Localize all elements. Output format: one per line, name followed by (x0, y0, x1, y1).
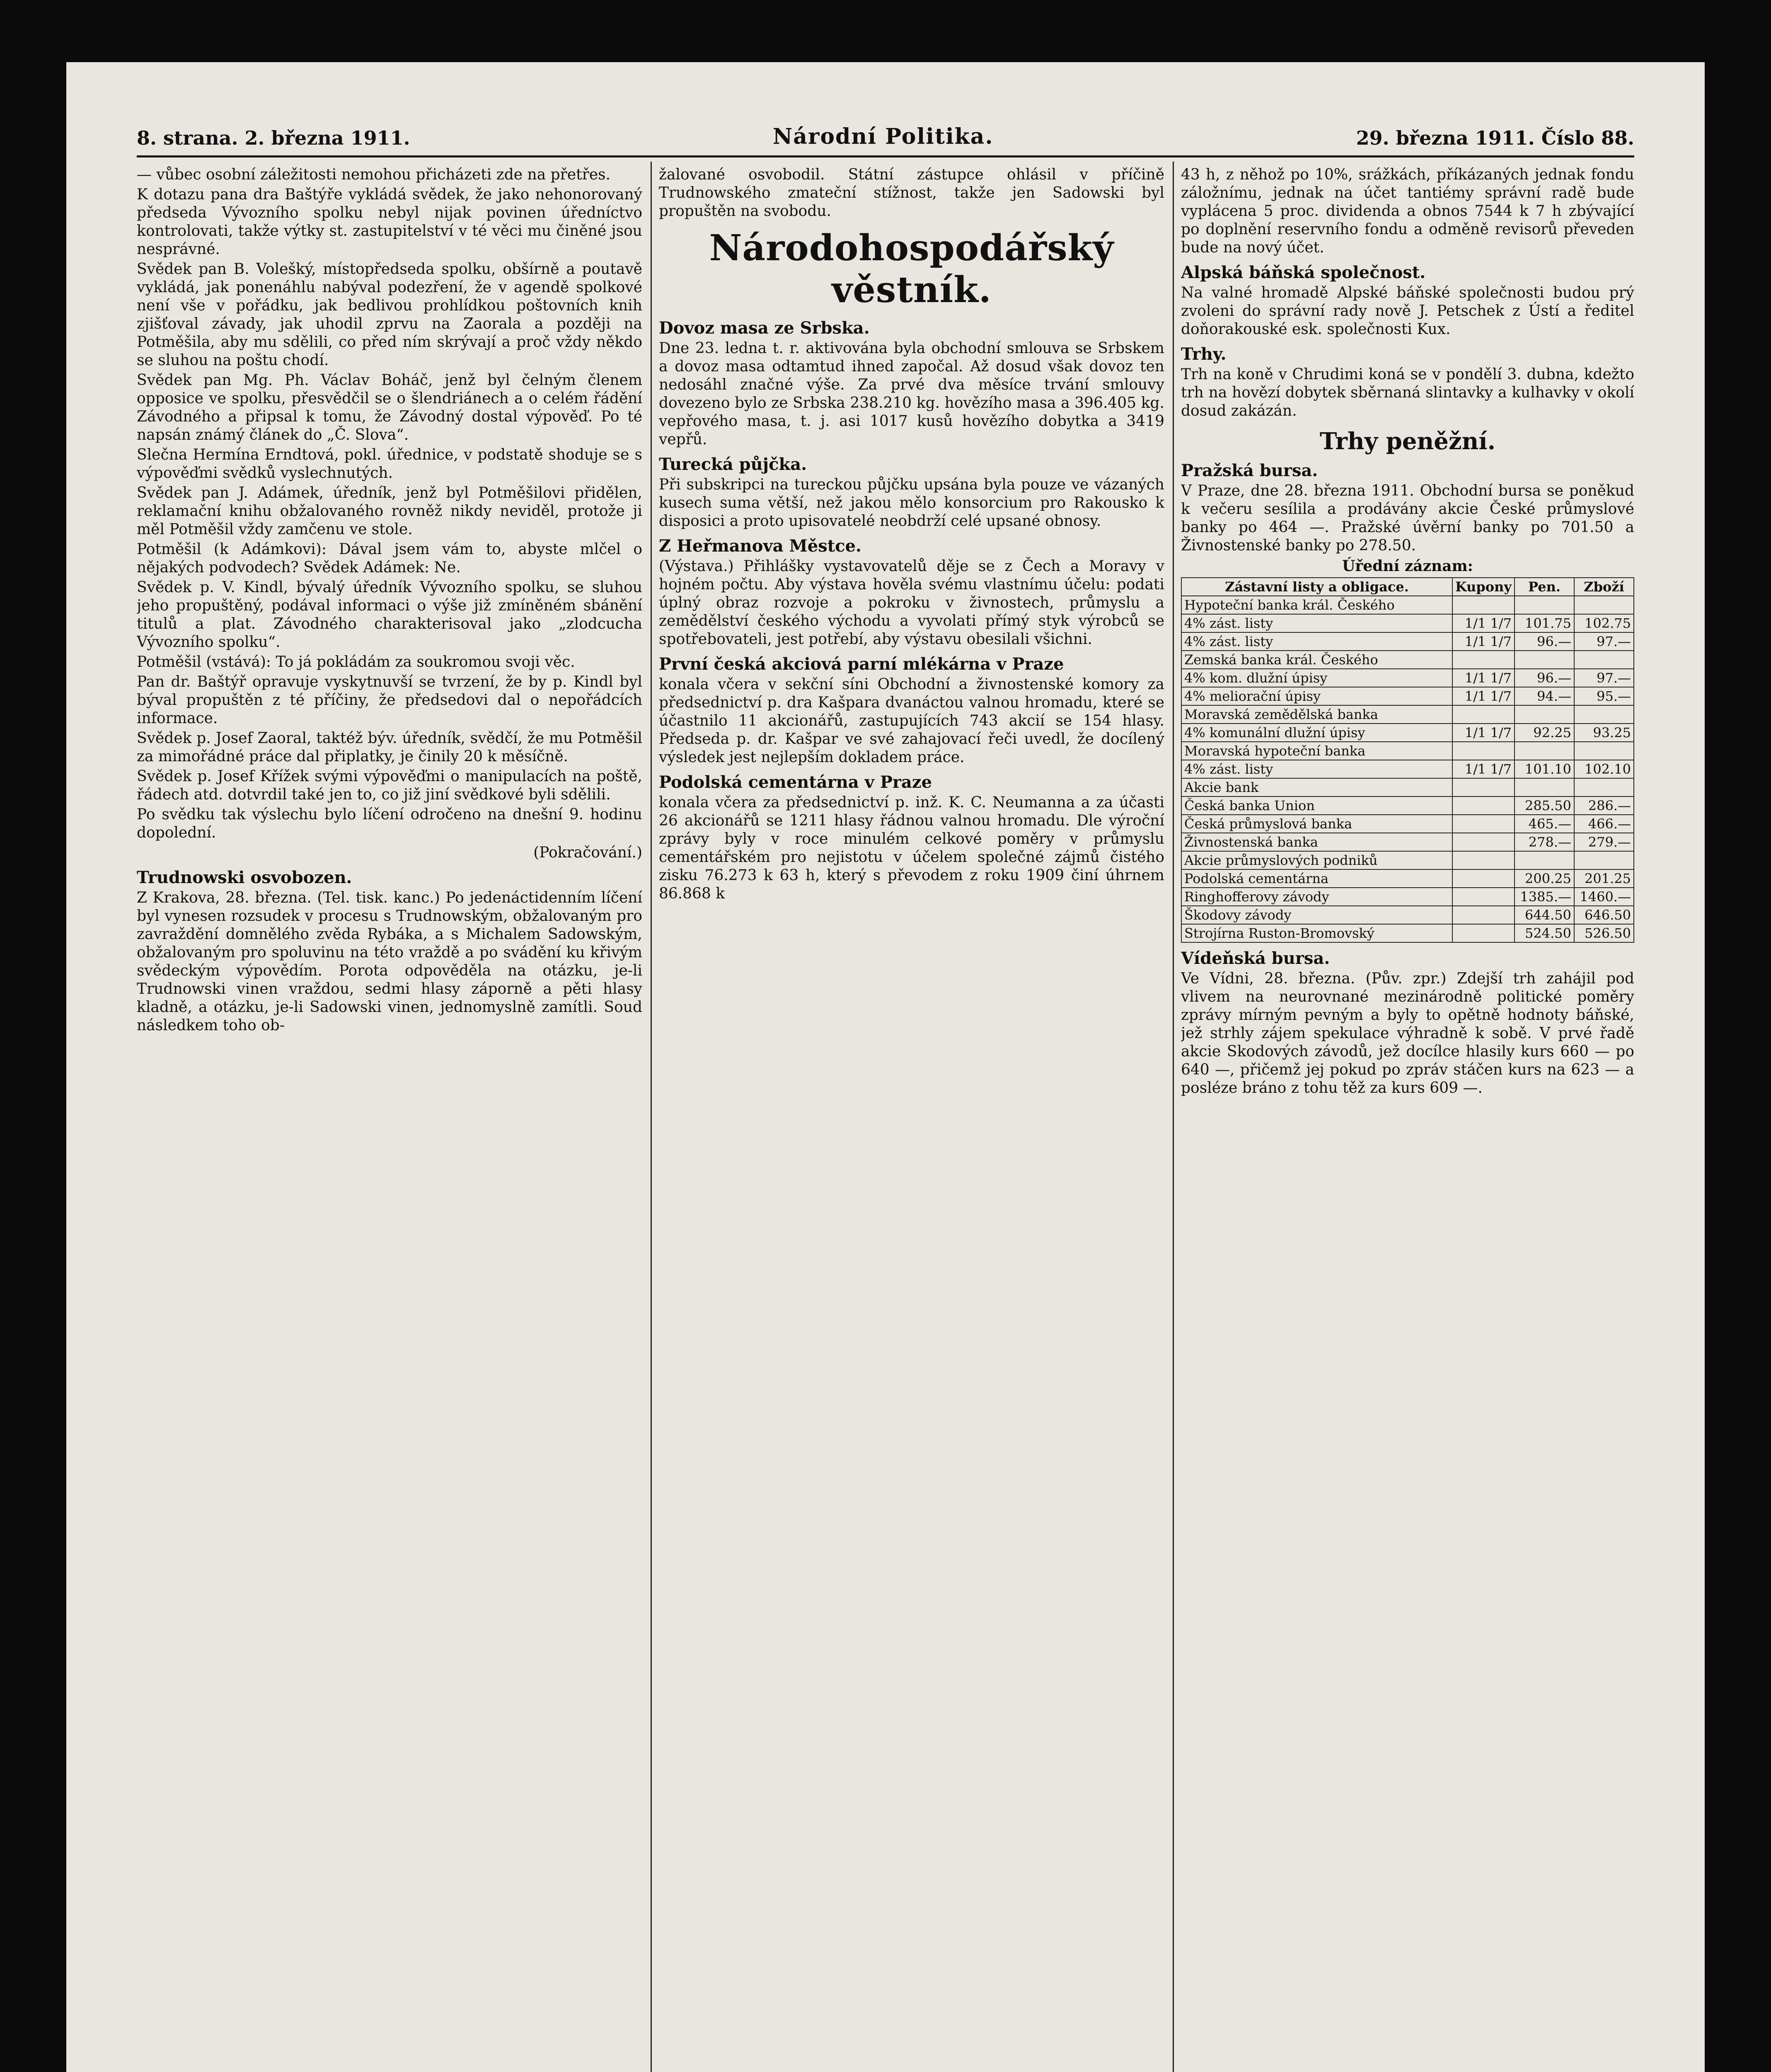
article-text: konala včera za předsednictví p. inž. K. C. Neumanna a za účasti 26 akcionářů se 1211 hlasy řádnou valnou hromadu. Dle výroční zprávy byly v roce minulém celkové poměry v průmyslu cementářském pro nejistotu v účelem společné zájmů čistého zisku 76.273 k 63 h, který s převodem z roku 1909 činí úhrnem 86.868 k (659, 794, 1164, 902)
table-cell (1574, 705, 1634, 724)
table-body (1181, 596, 1634, 942)
table-cell: 96.— (1515, 669, 1574, 687)
table-row (1181, 888, 1634, 906)
table-row (1181, 742, 1634, 760)
article-text: Na valné hromadě Alpské báňské společnosti budou prý zvoleni do správní rady nově J. Petschek z Ústí a ředitel doňorakouské esk. společnosti Kux. (1181, 284, 1634, 338)
table-cell: 1/1 1/7 (1452, 687, 1515, 705)
article-rubric: První česká akciová parní mlékárna v Praze (659, 654, 1064, 674)
table-cell (1574, 742, 1634, 760)
table-cell: 93.25 (1574, 724, 1634, 742)
table-cell (1452, 888, 1515, 906)
table-cell: Podolská cementárna (1181, 869, 1452, 888)
table-row (1181, 906, 1634, 924)
article-text: (Výstava.) Přihlášky vystavovatelů děje se z Čech a Moravy v hojném počtu. Aby výstava hověla svému vlastnímu účelu: podati úplný obraz rozvoje a pokroku v živnostech, průmyslu a zemědělství českého východu a vyvolati přímý styk výrobců se spotřebovateli, jest potřebí, aby výstavu obesilali všichni. (659, 558, 1164, 648)
official-record-label: Úřední záznam: (1342, 557, 1473, 575)
table-cell (1574, 596, 1634, 614)
table-cell: 102.10 (1574, 760, 1634, 778)
paragraph: Svědek pan B. Volešký, místopředseda spolku, obšírně a poutavě vykládá, jak ponenáhlu nabýval podezření, že v agendě spolkové není vše v pořádku, jak bedlivou prohlídkou poštovních knih zjišťoval závady, jak uhodil zprvu na Zaorala a později na Potměšila, aby mu sdělili, co před ním skrývají a proč vždy někdo se sluhou na poštu chodí. (137, 261, 642, 369)
securities-table (1181, 577, 1634, 943)
table-cell: 1/1 1/7 (1452, 614, 1515, 632)
table-row (1181, 815, 1634, 833)
table-cell: 97.— (1574, 632, 1634, 651)
table-cell: Ringhofferovy závody (1181, 888, 1452, 906)
table-header: Zástavní listy a obligace. (1181, 578, 1452, 596)
newspaper-title: Národní Politika. (772, 124, 994, 149)
table-cell (1452, 869, 1515, 888)
article-text: Ve Vídni, 28. března. (Pův. zpr.) Zdejší trh zahájil pod vlivem na neurovnané mezinárodně politické poměry zprávy mírným pevným a byly to opětně hodnoty báňské, jež strhly zájem spekulace výhradně k sobě. V prvé řadě akcie Skodových závodů, jež docílce hlasily kurs 660 — po 640 —, přičemž jej pokud po zpráv stáčen kurs na 623 — a posléze bráno z tohu těž za kurs 609 —. (1181, 970, 1634, 1097)
article-text: Při subskripci na tureckou půjčku upsána byla pouze ve vázaných kusech suma větší, než jakou mělo konsorcium pro Rakousko k disposici a proto upisovatelé neobdrží celé upsané obnosy. (659, 476, 1164, 530)
table-cell (1515, 851, 1574, 869)
table-cell: Škodovy závody (1181, 906, 1452, 924)
table-cell: 278.— (1515, 833, 1574, 851)
table-cell: 526.50 (1574, 924, 1634, 942)
table-cell: Moravská zemědělská banka (1181, 705, 1452, 724)
table-cell: Akcie průmyslových podniků (1181, 851, 1452, 869)
table-cell: 644.50 (1515, 906, 1574, 924)
table-cell: 279.— (1574, 833, 1634, 851)
continuation-note: (Pokračování.) (533, 844, 642, 861)
table-cell (1515, 651, 1574, 669)
header-rule (137, 155, 1634, 157)
table-cell: 94.— (1515, 687, 1574, 705)
table-cell (1452, 651, 1515, 669)
table-row (1181, 669, 1634, 687)
table-cell: 286.— (1574, 796, 1634, 815)
article-rubric: Vídeňská bursa. (1181, 949, 1330, 968)
masthead (137, 112, 1634, 149)
table-cell: 201.25 (1574, 869, 1634, 888)
table-cell: 92.25 (1515, 724, 1574, 742)
table-row (1181, 596, 1634, 614)
table-cell: 97.— (1574, 669, 1634, 687)
table-cell (1515, 596, 1574, 614)
paragraph: Pan dr. Baštýř opravuje vyskytnuvší se tvrzení, že by p. Kindl byl býval propuštěn z té příčiny, že předsedovi dal o nepořádcích informace. (137, 673, 642, 727)
paragraph: Svědek p. Josef Křížek svými výpověďmi o manipulacích na poště, řádech atd. dotvrdil také jen to, co již jiní svědkové byli sdělili. (137, 768, 642, 803)
table-row (1181, 687, 1634, 705)
market-heading: Trhy peněžní. (1319, 428, 1496, 455)
column-3 (1181, 166, 1634, 2072)
table-cell: Strojírna Ruston-Bromovský (1181, 924, 1452, 942)
paragraph: Svědek pan Mg. Ph. Václav Boháč, jenž byl čelným členem opposice ve spolku, přesvědčil se o šlendriánech a o celém řádění Závodného a připsal k tomu, že Závodný dostal výpověď. Po té napsán známý článek do „Č. Slova“. (137, 372, 642, 443)
table-cell: Živnostenská banka (1181, 833, 1452, 851)
table-cell: 1/1 1/7 (1452, 724, 1515, 742)
table-cell (1515, 778, 1574, 796)
paragraph: 43 h, z něhož po 10%, srážkách, příkázaných jednak fondu záložnímu, jednak na účet tantiémy správní radě bude vyplácena 5 proc. dividenda a obnos 7544 k 7 h zbývající po doplnění reservního fondu a odměně revisorů převeden bude na nový účet. (1181, 166, 1634, 256)
article-text: konala včera v sekční síni Obchodní a živnostenské komory za předsednictví p. dra Kašpara dvanáctou valnou hromadu, které se účastnilo 11 akcionářů, zastupujících 743 akcií se 154 hlasy. Předseda p. dr. Kašpar ve své zahajovací řeči uvedl, že docílený výsledek jest nejlepším dokladem práce. (659, 676, 1164, 766)
table-cell: 4% komunální dlužní úpisy (1181, 724, 1452, 742)
table-cell: 4% kom. dlužní úpisy (1181, 669, 1452, 687)
paragraph: Svědek p. V. Kindl, bývalý úředník Vývozního spolku, se sluhou jeho propuštěný, podával informaci o výše již zmíněném sbánění titulů a plat. Závodného charakterisoval jako „zlodcucha Vývozního spolku“. (137, 579, 642, 651)
article-text: Trh na koně v Chrudimi koná se v pondělí 3. dubna, kdežto trh na hovězí dobytek sběrnaná slintavky a kulhavky v okolí dosud zakázán. (1181, 366, 1634, 419)
paragraph: — vůbec osobní záležitosti nemohou přicházeti zde na přetřes. (137, 166, 611, 183)
table-cell: 1/1 1/7 (1452, 669, 1515, 687)
article-rubric: Trhy. (1181, 344, 1227, 364)
table-cell (1452, 705, 1515, 724)
table-cell: 200.25 (1515, 869, 1574, 888)
paragraph: Po svědku tak výslechu bylo líčení odročeno na dnešní 9. hodinu dopolední. (137, 806, 642, 841)
table-cell: 1385.— (1515, 888, 1574, 906)
table-header: Kupony (1452, 578, 1515, 596)
table-cell (1515, 742, 1574, 760)
issue-number: 29. března 1911. Číslo 88. (1356, 127, 1634, 149)
table-cell: 101.75 (1515, 614, 1574, 632)
paragraph: Svědek pan J. Adámek, úředník, jenž byl Potměšilovi přidělen, reklamační knihu obžalovaného rovněž nikdy neviděl, protože ji měl Potměšil vždy zamčenu ve stole. (137, 484, 642, 538)
article-text: Z Krakova, 28. března. (Tel. tisk. kanc.) Po jedenáctidenním líčení byl vynesen rozsudek v procesu s Trudnowským, obžalovaným pro zavraždění domnělého zvěda Rybáka, a s Michalem Sadowským, obžalovaným pro spoluvinu na této vraždě a po svádění ku křivým svědeckým výpovědím. Porota odpověděla na otázku, je-li Trudnowski vinen vraždou, sedmi hlasy záporně a pěti hlasy kladně, a otázku, je-li Sadowski vinen, jednomyslně zamítli. Soud následkem toho ob- (137, 889, 642, 1034)
table-cell: 4% zást. listy (1181, 614, 1452, 632)
table-cell: 1/1 1/7 (1452, 632, 1515, 651)
article-rubric: Trudnowski osvobozen. (137, 868, 352, 887)
article-rubric: Alpská báňská společnost. (1181, 263, 1426, 282)
paragraph: K dotazu pana dra Baštýře vykládá svědek, že jako nehonorovaný předseda Vývozního spolku nebyl nijak povinen úředníctvo kontrolovati, takže výtky st. zastupitelství v té věci mu činěné jsou nesprávné. (137, 186, 642, 258)
table-cell: 4% zást. listy (1181, 760, 1452, 778)
table-cell (1574, 651, 1634, 669)
article-rubric: Pražská bursa. (1181, 461, 1318, 480)
table-cell: Hypoteční banka král. Českého (1181, 596, 1452, 614)
column-2 (659, 166, 1164, 2072)
table-cell: 646.50 (1574, 906, 1634, 924)
table-row (1181, 833, 1634, 851)
table-cell: Moravská hypoteční banka (1181, 742, 1452, 760)
table-cell: 95.— (1574, 687, 1634, 705)
table-row (1181, 760, 1634, 778)
table-cell (1452, 924, 1515, 942)
table-cell: Akcie bank (1181, 778, 1452, 796)
table-cell (1452, 596, 1515, 614)
table-cell (1452, 742, 1515, 760)
column-divider (1173, 162, 1174, 2072)
table-cell: 285.50 (1515, 796, 1574, 815)
article-rubric: Turecká půjčka. (659, 455, 807, 474)
table-cell: 102.75 (1574, 614, 1634, 632)
paragraph: Potměšil (k Adámkovi): Dával jsem vám to, abyste mlčel o nějakých podvodech? Svědek Adámek: Ne. (137, 541, 642, 576)
column-divider (651, 162, 652, 2072)
table-cell: 1/1 1/7 (1452, 760, 1515, 778)
table-cell (1452, 778, 1515, 796)
table-row (1181, 778, 1634, 796)
paragraph: žalované osvobodil. Státní zástupce ohlásil v příčině Trudnowského zmateční stížnost, takže jen Sadowski byl propuštěn na svobodu. (659, 166, 1164, 220)
article-text: V Praze, dne 28. března 1911. Obchodní bursa se poněkud k večeru sesílila a prodávány akcie České průmyslové banky po 464 —. Pražské úvěrní banky po 701.50 a Živnostenské banky po 278.50. (1181, 482, 1634, 554)
table-row (1181, 651, 1634, 669)
table-row (1181, 796, 1634, 815)
page-date-left: 8. strana. 2. března 1911. (137, 127, 410, 149)
article-rubric: Z Heřmanova Městce. (659, 536, 861, 556)
table-cell: 466.— (1574, 815, 1634, 833)
table-cell (1452, 815, 1515, 833)
table-cell (1452, 906, 1515, 924)
article-rubric: Dovoz masa ze Srbska. (659, 318, 870, 338)
table-row (1181, 724, 1634, 742)
table-header: Pen. (1515, 578, 1574, 596)
table-cell: 96.— (1515, 632, 1574, 651)
column-1 (137, 166, 642, 2072)
table-cell (1574, 851, 1634, 869)
table-cell: Česká průmyslová banka (1181, 815, 1452, 833)
table-row (1181, 705, 1634, 724)
section-heading: Národohospodářský věstník. (709, 227, 1114, 311)
table-cell: Zemská banka král. Českého (1181, 651, 1452, 669)
table-row (1181, 869, 1634, 888)
table-row (1181, 614, 1634, 632)
table-row (1181, 851, 1634, 869)
table-cell (1574, 778, 1634, 796)
table-cell: 465.— (1515, 815, 1574, 833)
table-header-row (1181, 578, 1634, 596)
table-cell: 101.10 (1515, 760, 1574, 778)
table-cell: Česká banka Union (1181, 796, 1452, 815)
article-text: Dne 23. ledna t. r. aktivována byla obchodní smlouva se Srbskem a dovoz masa odtamtud ihned započal. Až dosud však dovoz ten nedosáhl značné výše. Za prvé dva měsíce trvání smlouvy dovezeno bylo ze Srbska 238.210 kg. hovězího masa a 396.405 kg. vepřového masa, t. j. asi 1017 kusů hovězího dobytka a 3419 vepřů. (659, 340, 1164, 448)
table-cell: 1460.— (1574, 888, 1634, 906)
table-cell: 524.50 (1515, 924, 1574, 942)
table-cell: 4% zást. listy (1181, 632, 1452, 651)
table-row (1181, 924, 1634, 942)
paragraph: Potměšil (vstává): To já pokládám za soukromou svoji věc. (137, 654, 575, 670)
paragraph: Svědek p. Josef Zaoral, taktéž býv. úředník, svědčí, že mu Potměšil za mimořádné práce dal připlatky, je činily 20 k měsíčně. (137, 730, 642, 765)
table-cell (1452, 796, 1515, 815)
table-header: Zboží (1574, 578, 1634, 596)
article-rubric: Podolská cementárna v Praze (659, 772, 932, 792)
paragraph: Slečna Hermína Erndtová, pokl. úřednice, v podstatě shoduje se s výpověďmi svědků vyslechnutých. (137, 446, 642, 482)
table-cell: 4% meliorační úpisy (1181, 687, 1452, 705)
newspaper-page (66, 62, 1705, 2072)
table-row (1181, 632, 1634, 651)
table-cell (1452, 851, 1515, 869)
table-cell (1452, 833, 1515, 851)
table-cell (1515, 705, 1574, 724)
